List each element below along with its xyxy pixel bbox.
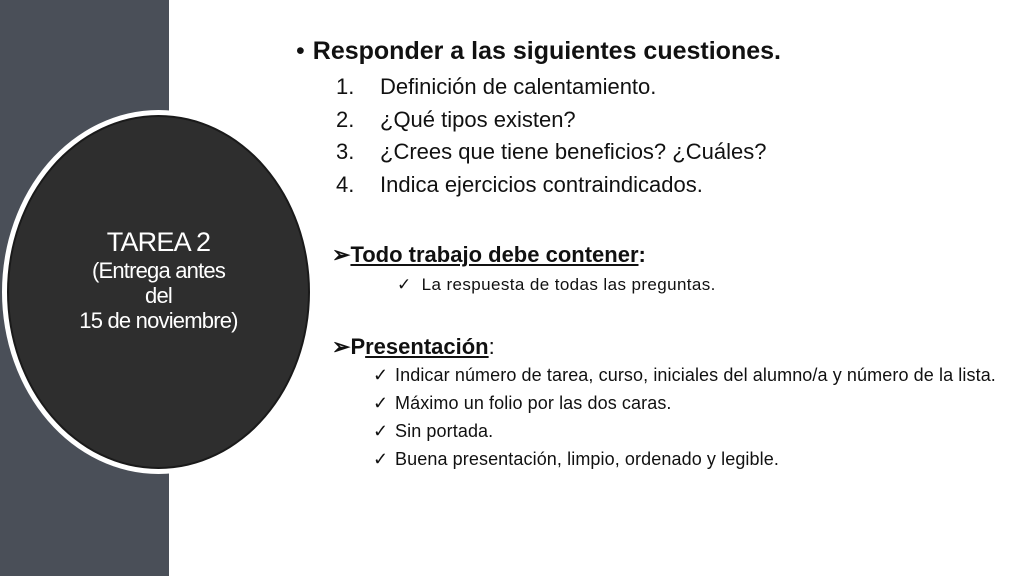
check-item-text: Buena presentación, limpio, ordenado y legible.	[395, 449, 779, 469]
presentation-check-item	[373, 421, 1013, 442]
question-text: ¿Qué tipos existen?	[380, 106, 576, 132]
question-number: 2.	[336, 106, 355, 132]
question-item	[336, 136, 766, 169]
question-item	[336, 104, 766, 137]
check-icon: ✓	[373, 421, 389, 441]
check-item-text: Sin portada.	[395, 421, 494, 441]
deadline-line-1: (Entrega antes	[91, 258, 226, 283]
presentation-check-item	[373, 449, 1013, 470]
section-contents-colon: :	[638, 242, 646, 267]
check-icon: ✓	[373, 365, 389, 385]
deadline-line-2: del	[145, 283, 172, 308]
section-contents-title: Todo trabajo debe contener	[350, 242, 639, 267]
question-item	[336, 169, 766, 202]
section-presentation-title-rest: resentación	[365, 334, 489, 359]
deadline-line-3: 15 de noviembre)	[79, 308, 238, 333]
circle-text	[7, 226, 310, 333]
main-bullet	[296, 36, 781, 66]
check-item-text: Indicar número de tarea, curso, iniciales del alumno/a y número de la lista.	[395, 365, 996, 385]
question-number: 3.	[336, 139, 355, 164]
check-icon: ✓	[373, 393, 389, 413]
question-text: ¿Crees que tiene beneficios? ¿Cuáles?	[380, 139, 767, 164]
question-text: Definición de calentamiento.	[380, 74, 657, 99]
check-icon: ✓	[373, 449, 389, 469]
question-number: 4.	[336, 171, 355, 197]
section-presentation-title-initial: P	[350, 334, 366, 359]
arrow-bullet-icon: ➢	[332, 334, 351, 359]
section-presentation-heading	[332, 333, 495, 361]
question-text: Indica ejercicios contraindicados.	[380, 171, 703, 197]
section-presentation-colon: :	[488, 334, 495, 359]
question-number: 1.	[336, 74, 355, 99]
arrow-bullet-icon: ➢	[332, 242, 351, 267]
presentation-check-item	[373, 393, 1013, 414]
contents-check-item	[397, 273, 716, 297]
task-title: TAREA 2	[106, 227, 211, 257]
main-bullet-text: Responder a las siguientes cuestiones.	[312, 37, 781, 65]
presentation-check-item	[373, 365, 1013, 386]
presentation-checklist	[373, 365, 1013, 477]
check-icon: ✓	[397, 275, 412, 294]
questions-list	[336, 71, 766, 201]
question-item	[336, 71, 766, 104]
check-item-text: Máximo un folio por las dos caras.	[395, 393, 672, 413]
bullet-glyph: •	[296, 37, 305, 65]
section-contents-heading	[332, 241, 646, 269]
contents-item-text: La respuesta de todas las preguntas.	[421, 275, 716, 294]
